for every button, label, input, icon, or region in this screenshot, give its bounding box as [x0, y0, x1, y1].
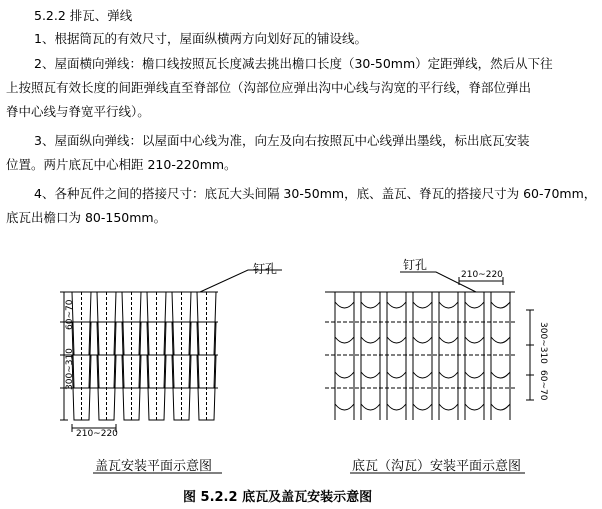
- bottom-tile-arc: [361, 372, 380, 378]
- paragraph-4-line-1: 4、各种瓦件之间的搭接尺寸：底瓦大头间隔 30-50mm，底、盖瓦、脊瓦的搭接尺寸为 60-70mm，: [34, 186, 597, 201]
- bottom-tile-arc: [439, 372, 458, 378]
- bottom-tile-arc: [465, 372, 484, 378]
- bottom-tile-arc: [387, 302, 406, 308]
- bottom-tile-arc: [413, 337, 432, 343]
- left-dim-top: 60~70: [65, 299, 75, 330]
- left-nail-hole-label: 钉孔: [253, 262, 278, 276]
- bottom-tile-arc: [361, 302, 380, 308]
- bottom-tile-arc: [387, 337, 406, 343]
- bottom-tile-arc: [335, 302, 354, 308]
- bottom-tile-arc: [335, 372, 354, 378]
- paragraph-3-line-2: 位置。两片底瓦中心相距 210-220mm。: [6, 157, 237, 172]
- bottom-tile-arc: [387, 372, 406, 378]
- bottom-tile-arc: [491, 404, 510, 410]
- bottom-tile-arc: [491, 302, 510, 308]
- bottom-tile-arc: [465, 302, 484, 308]
- right-nail-hole-label: 钉孔: [403, 258, 428, 272]
- paragraph-1-line-1: 1、根据筒瓦的有效尺寸，屋面纵横两方向划好瓦的铺设线。: [34, 31, 367, 46]
- bottom-tile-arc: [335, 337, 354, 343]
- bottom-tile-arc: [413, 302, 432, 308]
- right-caption: 底瓦（沟瓦）安装平面示意图: [352, 459, 522, 474]
- bottom-tile-arc: [413, 404, 432, 410]
- bottom-tile-arc: [465, 337, 484, 343]
- bottom-tile-arc: [413, 372, 432, 378]
- paragraph-3-line-1: 3、屋面纵向弹线：以屋面中心线为准，向左及向右按照瓦中心线弹出墨线，标出底瓦安装: [34, 133, 530, 148]
- bottom-tile-arc: [361, 404, 380, 410]
- paragraph-2-line-2: 上按照瓦有效长度的间距弹线直至脊部位（沟部位应弹出沟中心线与沟宽的平行线，脊部位弹出: [6, 80, 532, 95]
- figure-title: 图 5.2.2 底瓦及盖瓦安装示意图: [183, 490, 373, 505]
- paragraph-2-line-3: 脊中心线与脊宽平行线）。: [6, 104, 150, 119]
- bottom-tile-arc: [465, 404, 484, 410]
- right-dim-top: 210~220: [461, 270, 503, 280]
- bottom-tile-arc: [361, 337, 380, 343]
- paragraph-2-line-1: 2、屋面横向弹线：檐口线按照瓦长度减去挑出檐口长度（30-50mm）定距弹线，然后从下往: [34, 56, 553, 71]
- cover-tile-plan-diagram: [60, 270, 282, 473]
- left-caption: 盖瓦安装平面示意图: [95, 459, 213, 474]
- bottom-tile-arc: [491, 337, 510, 343]
- bottom-tile-arc: [439, 337, 458, 343]
- bottom-tile-arc: [387, 404, 406, 410]
- bottom-tile-arc: [491, 372, 510, 378]
- left-dim-bottom: 210~220: [76, 429, 118, 439]
- bottom-tile-arc: [335, 404, 354, 410]
- left-dim-middle: 300~310: [65, 348, 75, 390]
- right-dim-middle: 300~310: [538, 322, 548, 364]
- bottom-tile-arc: [439, 404, 458, 410]
- paragraph-4-line-2: 底瓦出檐口为 80-150mm。: [6, 210, 167, 225]
- right-dim-bottom: 60~70: [538, 370, 548, 401]
- bottom-tile-plan-diagram: [325, 272, 534, 473]
- bottom-tile-arc: [439, 302, 458, 308]
- section-heading: 5.2.2 排瓦、弹线: [34, 8, 133, 23]
